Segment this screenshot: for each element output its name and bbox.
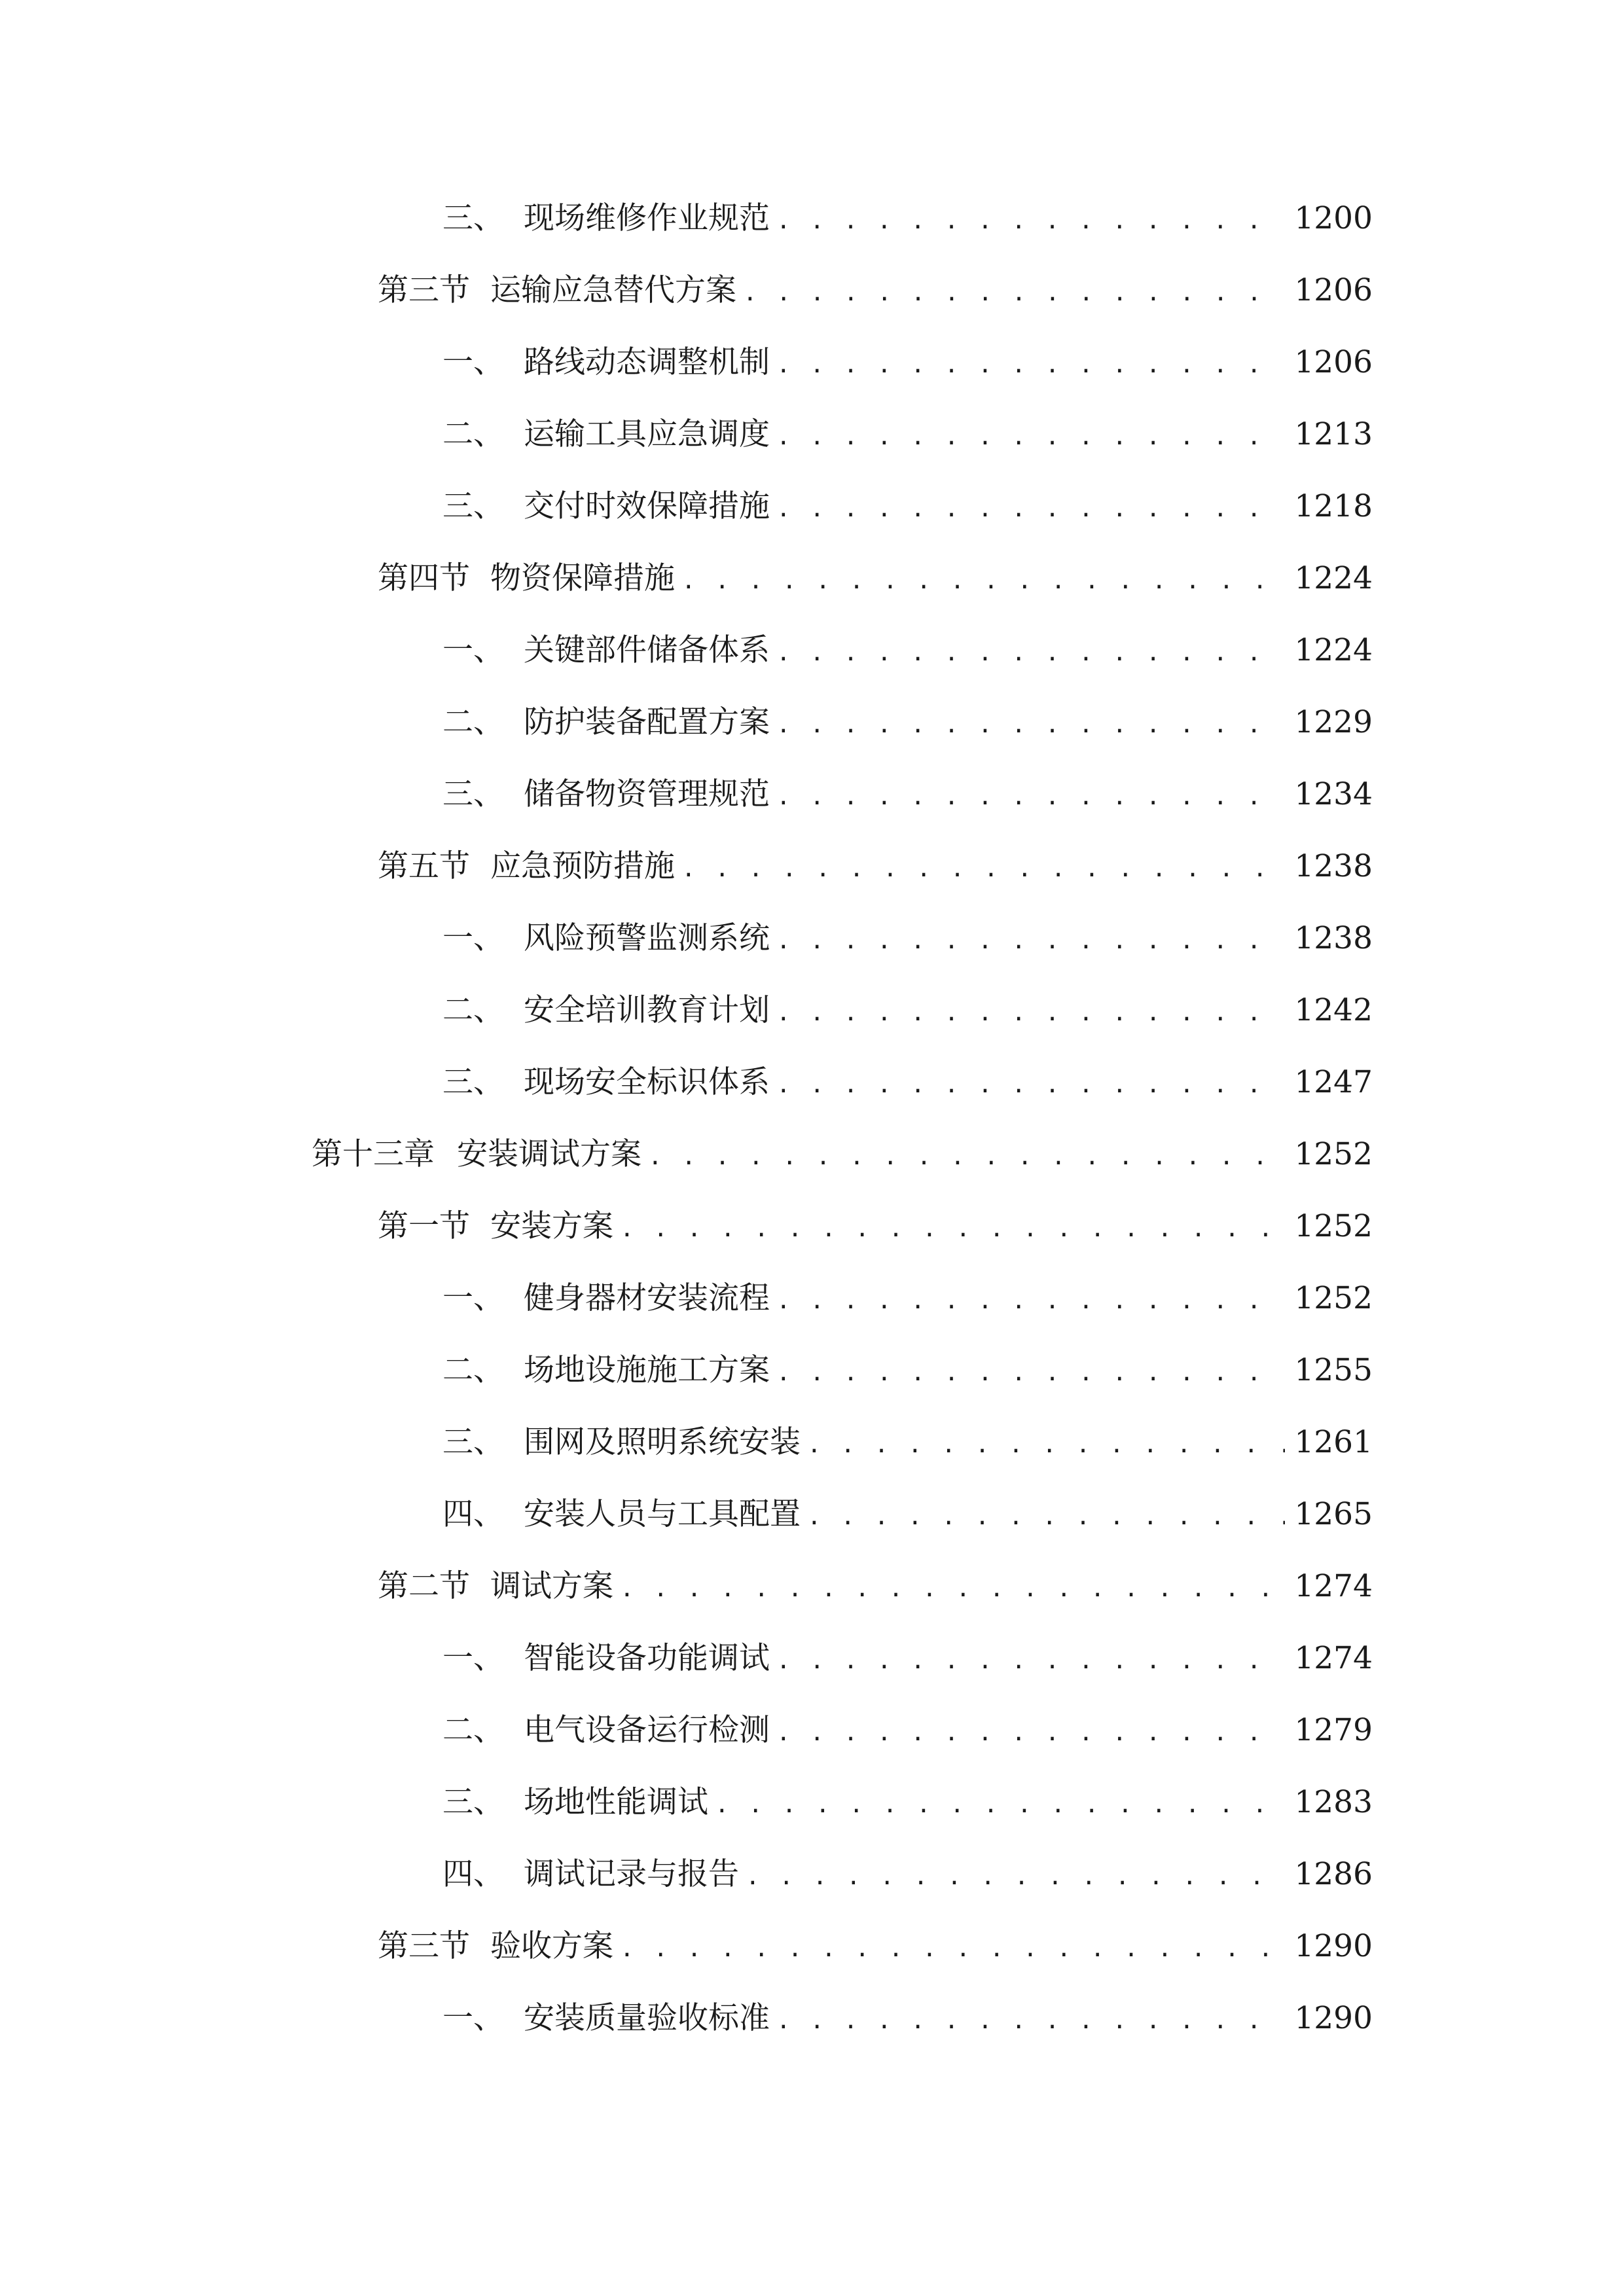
toc-entry-title: 安全培训教育计划 bbox=[524, 992, 770, 1028]
toc-entry-title: 智能设备功能调试 bbox=[524, 1640, 770, 1676]
toc-entry-title: 安装调试方案 bbox=[457, 1136, 641, 1172]
dot-leader bbox=[620, 1563, 1285, 1615]
toc-entry-title: 路线动态调整机制 bbox=[524, 344, 770, 380]
toc-entry-title: 应急预防措施 bbox=[490, 848, 675, 884]
toc-entry-number: 第三节 bbox=[378, 272, 470, 308]
toc-entry[interactable] bbox=[442, 1488, 1373, 1541]
toc-entry-page: 1290 bbox=[1294, 1928, 1373, 1964]
toc-entry-number: 一、 bbox=[442, 1640, 504, 1676]
toc-entry-page: 1274 bbox=[1294, 1640, 1373, 1676]
toc-entry[interactable] bbox=[378, 264, 1373, 317]
toc-entry-page: 1242 bbox=[1294, 992, 1373, 1028]
toc-entry-page: 1252 bbox=[1294, 1280, 1373, 1316]
toc-entry-number: 第十三章 bbox=[312, 1136, 435, 1172]
toc-entry-page: 1213 bbox=[1294, 416, 1373, 452]
toc-entry-number: 二、 bbox=[442, 704, 504, 740]
toc-entry[interactable] bbox=[442, 768, 1373, 821]
toc-entry-page: 1274 bbox=[1294, 1568, 1373, 1604]
toc-entry-number: 二、 bbox=[442, 1712, 504, 1748]
toc-entry-number: 二、 bbox=[442, 992, 504, 1028]
toc-entry[interactable] bbox=[378, 1920, 1373, 1973]
dot-leader bbox=[620, 1923, 1285, 1975]
toc-entry-title: 运输工具应急调度 bbox=[524, 416, 770, 452]
dot-leader bbox=[776, 1059, 1285, 1111]
toc-entry-page: 1218 bbox=[1294, 488, 1373, 524]
toc-entry-title: 交付时效保障措施 bbox=[524, 488, 770, 524]
toc-entry-title: 防护装备配置方案 bbox=[524, 704, 770, 740]
toc-entry-page: 1279 bbox=[1294, 1712, 1373, 1748]
dot-leader bbox=[681, 843, 1285, 895]
toc-entry[interactable] bbox=[442, 696, 1373, 749]
toc-entry-number: 一、 bbox=[442, 920, 504, 956]
toc-entry[interactable] bbox=[442, 1776, 1373, 1829]
toc-entry-page: 1234 bbox=[1294, 776, 1373, 812]
toc-entry[interactable] bbox=[442, 408, 1373, 461]
toc-entry-number: 四、 bbox=[442, 1496, 504, 1532]
toc-entry-number: 三、 bbox=[442, 1064, 504, 1100]
toc-entry[interactable] bbox=[442, 1056, 1373, 1109]
dot-leader bbox=[807, 1491, 1285, 1543]
dot-leader bbox=[776, 627, 1285, 679]
toc-entry[interactable] bbox=[312, 1128, 1373, 1181]
toc-entry-number: 第三节 bbox=[378, 1928, 470, 1964]
toc-entry-page: 1252 bbox=[1294, 1208, 1373, 1244]
toc-entry[interactable] bbox=[378, 840, 1373, 893]
toc-entry-title: 健身器材安装流程 bbox=[524, 1280, 770, 1316]
dot-leader bbox=[776, 1275, 1285, 1327]
dot-leader bbox=[776, 483, 1285, 535]
toc-entry-number: 三、 bbox=[442, 200, 504, 236]
toc-entry-number: 一、 bbox=[442, 632, 504, 668]
toc-entry-page: 1200 bbox=[1294, 200, 1373, 236]
toc-entry[interactable] bbox=[442, 1632, 1373, 1685]
toc-entry[interactable] bbox=[378, 1200, 1373, 1253]
toc-entry[interactable] bbox=[442, 1272, 1373, 1325]
toc-entry-title: 运输应急替代方案 bbox=[490, 272, 736, 308]
toc-entry-page: 1283 bbox=[1294, 1784, 1373, 1820]
toc-entry-title: 电气设备运行检测 bbox=[524, 1712, 770, 1748]
dot-leader bbox=[776, 771, 1285, 823]
toc-entry-title: 场地性能调试 bbox=[524, 1784, 708, 1820]
toc-entry-page: 1224 bbox=[1294, 560, 1373, 596]
dot-leader bbox=[746, 1851, 1285, 1903]
dot-leader bbox=[776, 915, 1285, 967]
toc-entry-number: 二、 bbox=[442, 416, 504, 452]
toc-entry-page: 1247 bbox=[1294, 1064, 1373, 1100]
toc-entry-title: 围网及照明系统安装 bbox=[524, 1424, 801, 1460]
toc-entry-title: 关键部件储备体系 bbox=[524, 632, 770, 668]
toc-entry-number: 一、 bbox=[442, 1280, 504, 1316]
toc-entry-page: 1238 bbox=[1294, 848, 1373, 884]
toc-entry-title: 现场安全标识体系 bbox=[524, 1064, 770, 1100]
dot-leader bbox=[807, 1419, 1285, 1471]
toc-entry[interactable] bbox=[378, 1560, 1373, 1613]
dot-leader bbox=[776, 195, 1285, 247]
toc-entry-title: 物资保障措施 bbox=[490, 560, 675, 596]
toc-entry-title: 调试方案 bbox=[490, 1568, 613, 1604]
toc-entry-page: 1224 bbox=[1294, 632, 1373, 668]
toc-entry[interactable] bbox=[442, 1704, 1373, 1757]
toc-entry-number: 第五节 bbox=[378, 848, 470, 884]
toc-entry-page: 1265 bbox=[1294, 1496, 1373, 1532]
toc-entry-title: 风险预警监测系统 bbox=[524, 920, 770, 956]
toc-entry-number: 一、 bbox=[442, 2000, 504, 2036]
dot-leader bbox=[648, 1131, 1285, 1183]
toc-entry-number: 四、 bbox=[442, 1856, 504, 1892]
toc-entry-page: 1286 bbox=[1294, 1856, 1373, 1892]
toc-entry-page: 1255 bbox=[1294, 1352, 1373, 1388]
toc-entry[interactable] bbox=[442, 1416, 1373, 1469]
dot-leader bbox=[776, 987, 1285, 1039]
dot-leader bbox=[681, 555, 1285, 607]
toc-entry[interactable] bbox=[442, 336, 1373, 389]
toc-entry-number: 第一节 bbox=[378, 1208, 470, 1244]
toc-entry[interactable] bbox=[378, 552, 1373, 605]
dot-leader bbox=[776, 1347, 1285, 1399]
dot-leader bbox=[776, 411, 1285, 463]
toc-entry-title: 场地设施施工方案 bbox=[524, 1352, 770, 1388]
dot-leader bbox=[776, 699, 1285, 751]
toc-entry-number: 三、 bbox=[442, 1424, 504, 1460]
toc-entry[interactable] bbox=[442, 1992, 1373, 2045]
dot-leader bbox=[776, 1635, 1285, 1687]
toc-entry[interactable] bbox=[442, 1344, 1373, 1397]
toc-entry-page: 1206 bbox=[1294, 344, 1373, 380]
dot-leader bbox=[715, 1779, 1285, 1831]
toc-entry-number: 三、 bbox=[442, 1784, 504, 1820]
toc-entry[interactable] bbox=[442, 1848, 1373, 1901]
toc-entry[interactable] bbox=[442, 984, 1373, 1037]
toc-entry-title: 安装人员与工具配置 bbox=[524, 1496, 801, 1532]
toc-entry-title: 安装方案 bbox=[490, 1208, 613, 1244]
toc-entry[interactable] bbox=[442, 480, 1373, 533]
toc-entry[interactable] bbox=[442, 192, 1373, 245]
toc-entry[interactable] bbox=[442, 624, 1373, 677]
toc-entry-page: 1206 bbox=[1294, 272, 1373, 308]
toc-entry[interactable] bbox=[442, 912, 1373, 965]
toc-entry-number: 一、 bbox=[442, 344, 504, 380]
toc-entry-number: 三、 bbox=[442, 488, 504, 524]
dot-leader bbox=[776, 339, 1285, 391]
toc-entry-title: 现场维修作业规范 bbox=[524, 200, 770, 236]
toc-entry-number: 第四节 bbox=[378, 560, 470, 596]
toc-entry-title: 调试记录与报告 bbox=[524, 1856, 739, 1892]
dot-leader bbox=[743, 267, 1285, 319]
toc-entry-page: 1290 bbox=[1294, 2000, 1373, 2036]
toc-entry-page: 1229 bbox=[1294, 704, 1373, 740]
toc-entry-title: 验收方案 bbox=[490, 1928, 613, 1964]
toc-entry-number: 二、 bbox=[442, 1352, 504, 1388]
dot-leader bbox=[776, 1995, 1285, 2047]
dot-leader bbox=[776, 1707, 1285, 1759]
toc-entry-title: 储备物资管理规范 bbox=[524, 776, 770, 812]
toc-entry-number: 第二节 bbox=[378, 1568, 470, 1604]
toc-entry-page: 1238 bbox=[1294, 920, 1373, 956]
toc-entry-page: 1252 bbox=[1294, 1136, 1373, 1172]
toc-entry-title: 安装质量验收标准 bbox=[524, 2000, 770, 2036]
dot-leader bbox=[620, 1203, 1285, 1255]
toc-entry-number: 三、 bbox=[442, 776, 504, 812]
toc-entry-page: 1261 bbox=[1294, 1424, 1373, 1460]
